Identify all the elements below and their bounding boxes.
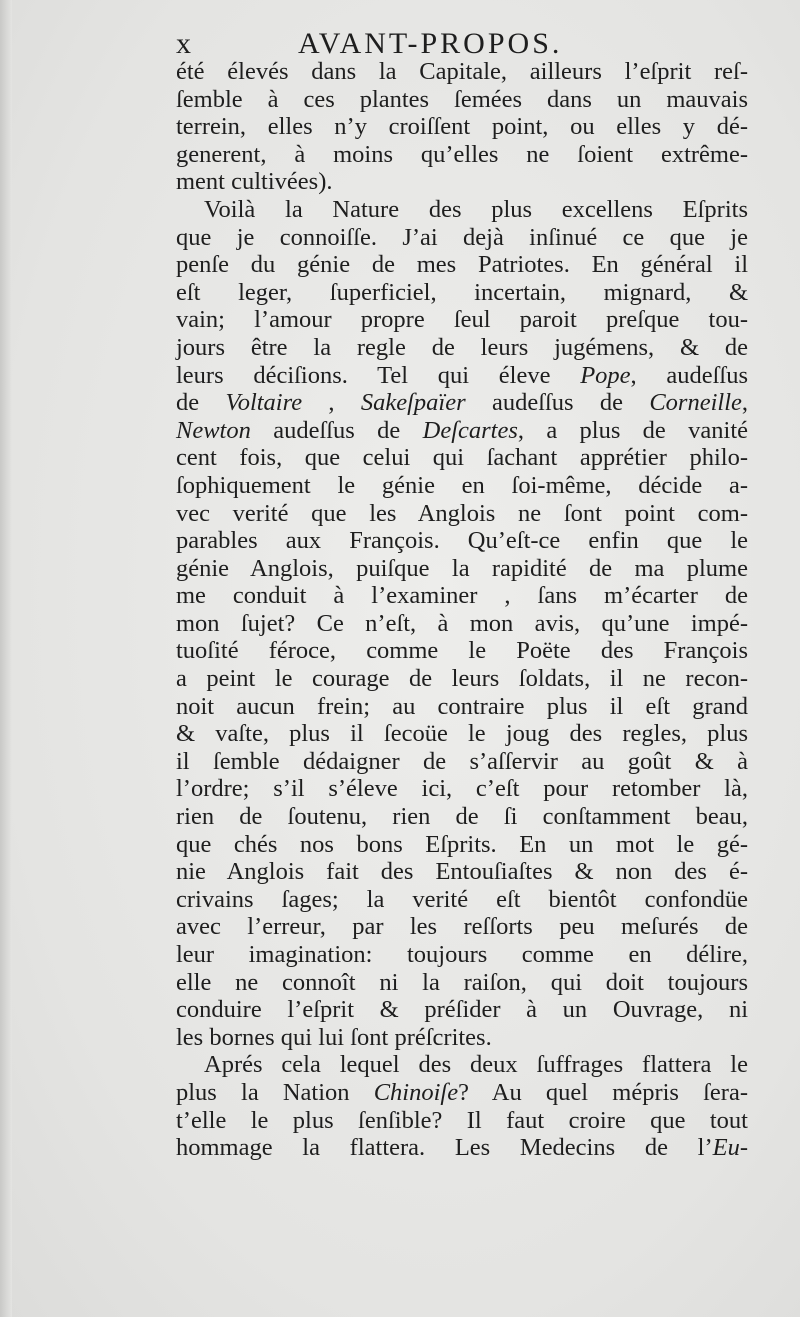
text-line: conduire l’eſprit & préſider à un Ouvrage, ni (176, 996, 748, 1024)
text-line: que je connoiſſe. J’ai dejà inſinué ce que je (176, 223, 748, 251)
text-line: il ſemble dédaigner de s’aſſervir au goût & à (176, 747, 748, 775)
text-fragment: , a plus de vanité (517, 416, 748, 444)
text-line: elle ne connoît ni la raiſon, qui doit toujours (176, 968, 748, 996)
text-line: & vaſte, plus il ſecoüe le joug des regles, plus (176, 720, 748, 748)
italic-name: Eu- (712, 1134, 748, 1162)
text-line: nie Anglois fait des Entouſiaſtes & non des é- (176, 858, 748, 886)
italic-name: Voltaire (225, 389, 303, 417)
text-line: cent fois, que celui qui ſachant apprétier philo- (176, 444, 748, 472)
text-fragment: plus la Nation (176, 1078, 374, 1106)
text-line (176, 389, 748, 417)
text-line: mon ſujet? Ce n’eſt, à mon avis, qu’une impé- (176, 609, 748, 637)
text-line: génie Anglois, puiſque la rapidité de ma plume (176, 554, 748, 582)
text-line: parables aux François. Qu’eſt-ce enfin que le (176, 527, 748, 555)
running-title: AVANT-PROPOS. (298, 27, 563, 60)
text-line: leur imagination: toujours comme en délire, (176, 941, 748, 968)
text-line: Voilà la Nature des plus excellens Eſprits (204, 195, 748, 223)
text-line: t’elle le plus ſenſible? Il faut croire que tout (176, 1106, 748, 1134)
italic-name: Deſcartes (422, 416, 518, 444)
page-gutter-shadow (0, 0, 12, 1317)
text-line: ſemble à ces plantes ſemées dans un mauvais (176, 85, 748, 113)
text-line: été élevés dans la Capitale, ailleurs l’eſprit reſ- (176, 58, 748, 85)
text-line (176, 417, 748, 445)
text-fragment: , (302, 389, 361, 417)
text-line: jours être la regle de leurs jugémens, & de (176, 333, 748, 361)
text-line: que chés nos bons Eſprits. En un mot le gé- (176, 830, 748, 858)
text-fragment: audeſſus de (465, 389, 650, 417)
text-line: terrein, elles n’y croiſſent point, ou elles y dé- (176, 113, 748, 141)
body-text (176, 58, 748, 1162)
italic-name: Chinoiſe (373, 1078, 459, 1106)
text-line (176, 1134, 748, 1162)
text-fragment: , audeſſus (630, 361, 749, 389)
text-fragment: , (741, 389, 749, 417)
text-line: vain; l’amour propre ſeul paroit preſque tou- (176, 306, 748, 334)
text-line: tuoſité féroce, comme le Poëte des François (176, 637, 748, 665)
italic-name: Corneille (649, 389, 742, 417)
text-line (176, 1079, 748, 1107)
page-number: x (176, 27, 191, 60)
text-line: noit aucun frein; au contraire plus il eſt grand (176, 692, 748, 720)
text-line: avec l’erreur, par les reſſorts peu meſurés de (176, 913, 748, 941)
text-fragment: audeſſus de (250, 416, 423, 444)
italic-name: Newton (176, 416, 251, 444)
text-line: me conduit à l’examiner , ſans m’écarter de (176, 582, 748, 610)
text-fragment: ? Au quel mépris ſera- (458, 1078, 748, 1106)
text-line: crivains ſages; la verité eſt bientôt confondüe (176, 885, 748, 913)
text-fragment: leurs déciſions. Tel qui éleve (176, 361, 581, 389)
text-line: vec verité que les Anglois ne ſont point com- (176, 499, 748, 527)
text-fragment: hommage la flattera. Les Medecins de l’ (176, 1134, 713, 1162)
text-line: ment cultivées). (176, 168, 333, 196)
text-line: Aprés cela lequel des deux ſuffrages flattera le (204, 1051, 748, 1079)
text-line: ſophiquement le génie en ſoi-même, décide a- (176, 471, 748, 499)
text-line: les bornes qui lui ſont préſcrites. (176, 1023, 492, 1051)
page-header (176, 26, 736, 62)
text-line: penſe du génie de mes Patriotes. En général il (176, 251, 748, 279)
italic-name: Pope (580, 361, 631, 389)
text-line: l’ordre; s’il s’éleve ici, c’eſt pour retomber là, (176, 775, 748, 803)
text-line: rien de ſoutenu, rien de ſi conſtamment beau, (176, 803, 748, 831)
italic-name: Sakeſpaïer (360, 389, 466, 417)
text-line: a peint le courage de leurs ſoldats, il ne recon- (176, 665, 748, 693)
text-fragment: de (176, 389, 226, 417)
text-line (176, 362, 748, 390)
text-line: eſt leger, ſuperficiel, incertain, mignard, & (176, 278, 748, 306)
text-line: generent, à moins qu’elles ne ſoient extrême- (176, 140, 748, 168)
